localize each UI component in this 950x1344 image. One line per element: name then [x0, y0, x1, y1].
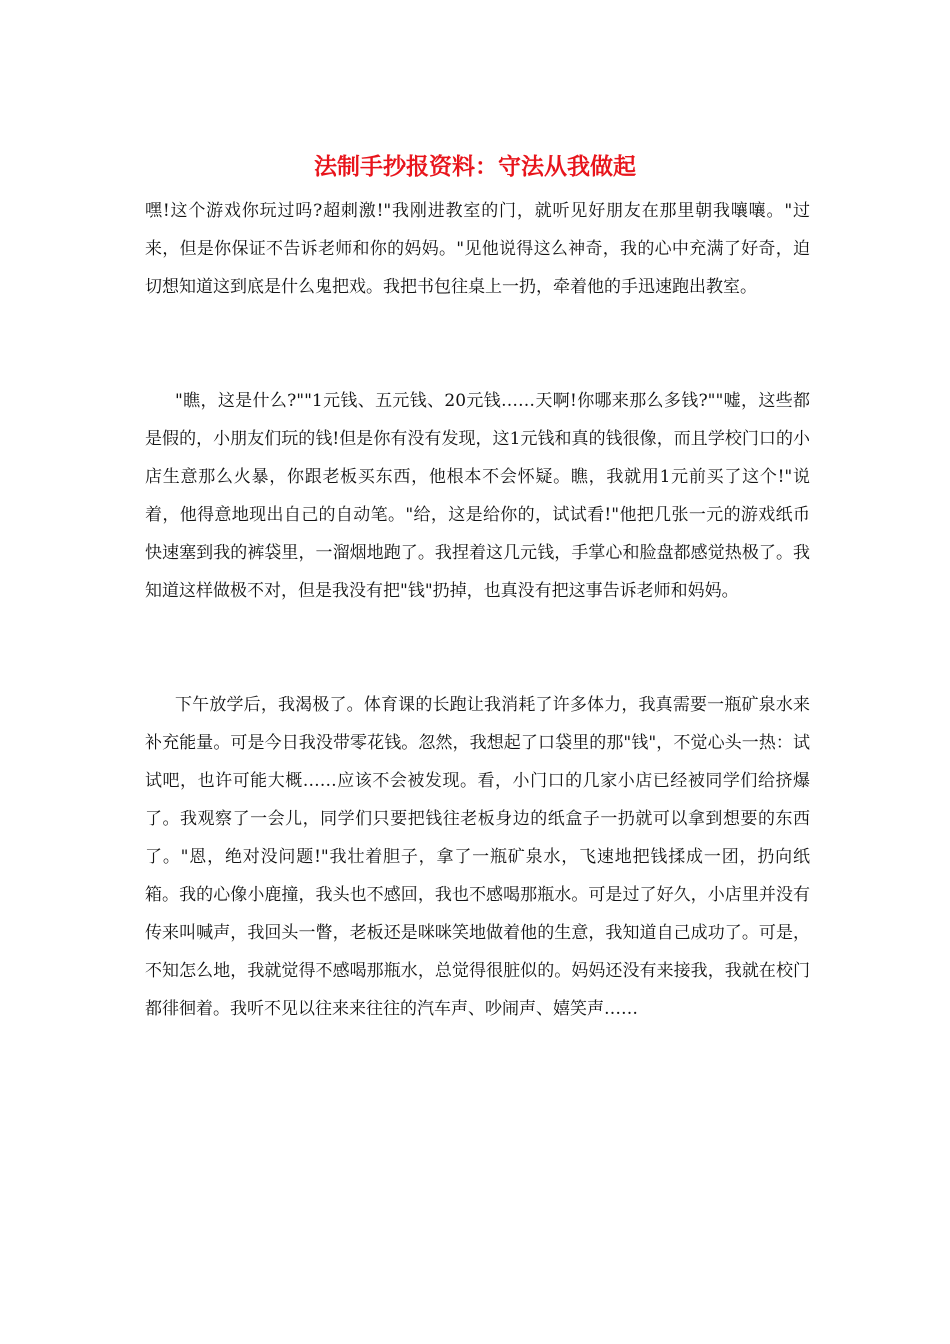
paragraph-3: 下午放学后，我渴极了。体育课的长跑让我消耗了许多体力，我真需要一瓶矿泉水来补充能量。可是今日我没带零花钱。忽然，我想起了口袋里的那"钱"，不觉心头一热：试试吧，也许可能大概……应该不会被发现。看，小门口的几家小店已经被同学们给挤爆了。我观察了一会儿，同学们只要把钱往老板身边的纸盒子一扔就可以拿到想要的东西了。"恩，绝对没问题!"我壮着胆子，拿了一瓶矿泉水，飞速地把钱揉成一团，扔向纸箱。我的心像小鹿撞，我头也不感回，我也不感喝那瓶水。可是过了好久，小店里并没有传来叫喊声，我回头一瞥，老板还是咪咪笑地做着他的生意，我知道自己成功了。可是，不知怎么地，我就觉得不感喝那瓶水，总觉得很脏似的。妈妈还没有来接我，我就在校门都徘徊着。我听不见以往来来往往的汽车声、吵闹声、嬉笑声…… [145, 695, 810, 1019]
paragraph-1: 嘿!这个游戏你玩过吗?超刺激!"我刚进教室的门，就听见好朋友在那里朝我嚷嚷。"过来，但是你保证不告诉老师和你的妈妈。"见他说得这么神奇，我的心中充满了好奇，迫切想知道这到底是什么鬼把戏。我把书包往桌上一扔，牵着他的手迅速跑出教室。 [145, 201, 810, 297]
document-body [145, 192, 810, 1028]
document-title: 法制手抄报资料：守法从我做起 [314, 153, 636, 180]
paragraph-2: "瞧，这是什么?""1元钱、五元钱、20元钱……天啊!你哪来那么多钱?""嘘，这些都是假的，小朋友们玩的钱!但是你有没有发现，这1元钱和真的钱很像，而且学校门口的小店生意那么火暴，你跟老板买东西，他根本不会怀疑。瞧，我就用1元前买了这个!"说着，他得意地现出自己的自动笔。"给，这是给你的，试试看!"他把几张一元的游戏纸币快速塞到我的裤袋里，一溜烟地跑了。我捏着这几元钱，手掌心和脸盘都感觉热极了。我知道这样做极不对，但是我没有把"钱"扔掉，也真没有把这事告诉老师和妈妈。 [145, 391, 810, 601]
